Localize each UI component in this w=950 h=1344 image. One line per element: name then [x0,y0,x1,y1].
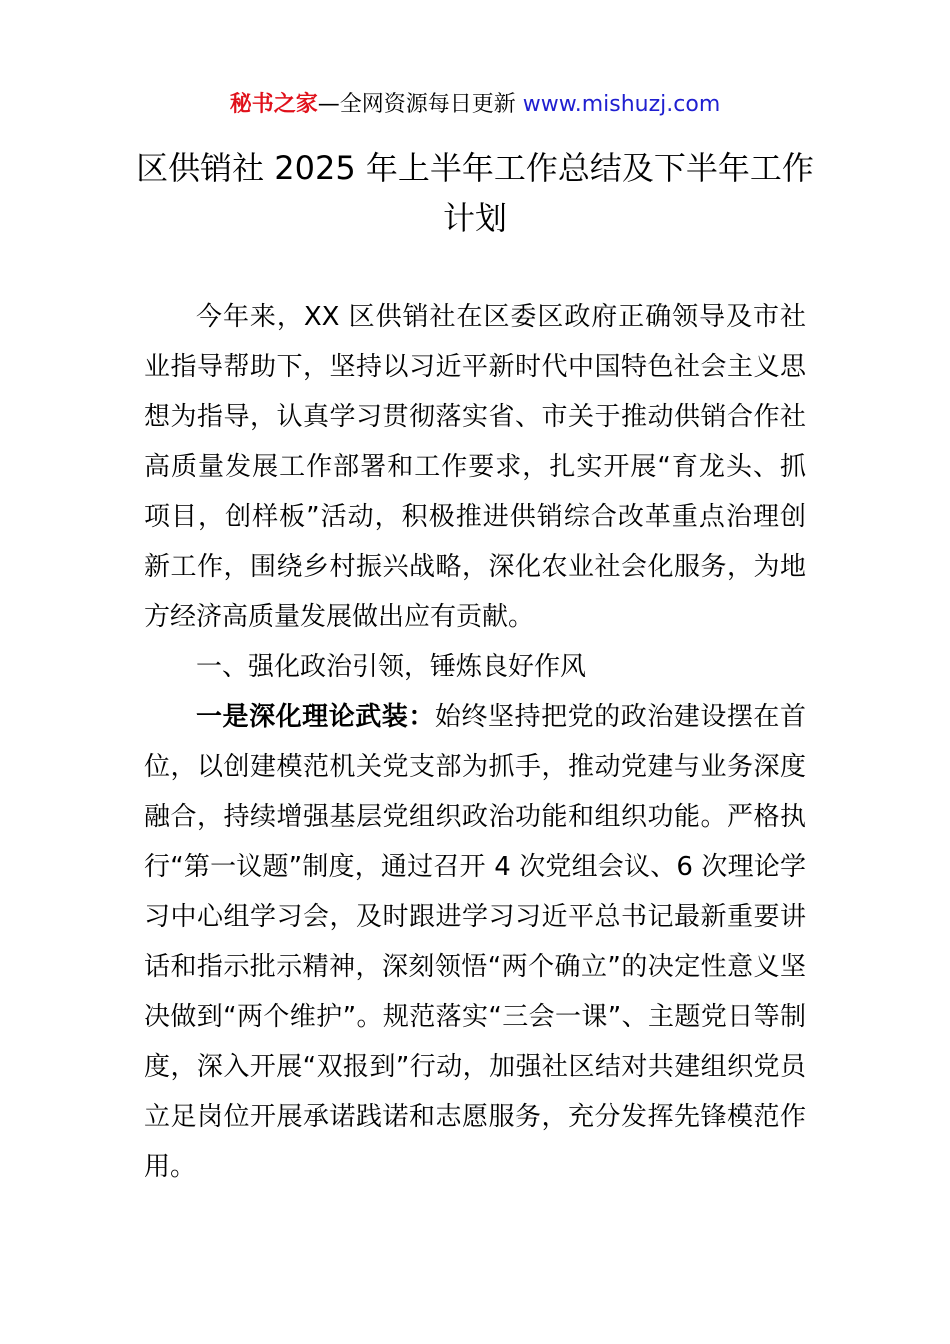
document-body [144,292,806,1192]
site-url-link[interactable]: www.mishuzj.com [522,92,721,117]
site-header [0,88,950,122]
document-title: 区供销社 2025 年上半年工作总结及下半年工作计划 [136,149,814,237]
item-text: 始终坚持把党的政治建设摆在首位，以创建模范机关党支部为抓手，推动党建与业务深度融合，持续增强基层党组织政治功能和组织功能。严格执行“第一议题”制度，通过召开 4 次党组会议、6 次理论学习中心组学习会，及时跟进学习习近平总书记最新重要讲话和指示批示精神，深刻领悟“两个确立”的决定性意义坚决做到“两个维护”。规范落实“三会一课”、主题党日等制度，深入开展“双报到”行动，加强社区结对共建组织党员立足岗位开展承诺践诺和志愿服务，充分发挥先锋模范作用。 [144,702,806,1182]
section-heading: 一、强化政治引领，锤炼良好作风 [196,652,587,682]
item-paragraph [144,692,806,1192]
brand-name: 秘书之家 [229,92,318,117]
item-lead: 一是深化理论武装： [196,702,435,732]
header-tagline: —全网资源每日更新 [317,92,523,117]
intro-paragraph: 今年来，XX 区供销社在区委区政府正确领导及市社业指导帮助下，坚持以习近平新时代中国特色社会主义思想为指导，认真学习贯彻落实省、市关于推动供销合作社高质量发展工作部署和工作要求，扎实开展“育龙头、抓项目，创样板”活动，积极推进供销综合改革重点治理创新工作，围绕乡村振兴战略，深化农业社会化服务，为地方经济高质量发展做出应有贡献。 [144,302,806,632]
